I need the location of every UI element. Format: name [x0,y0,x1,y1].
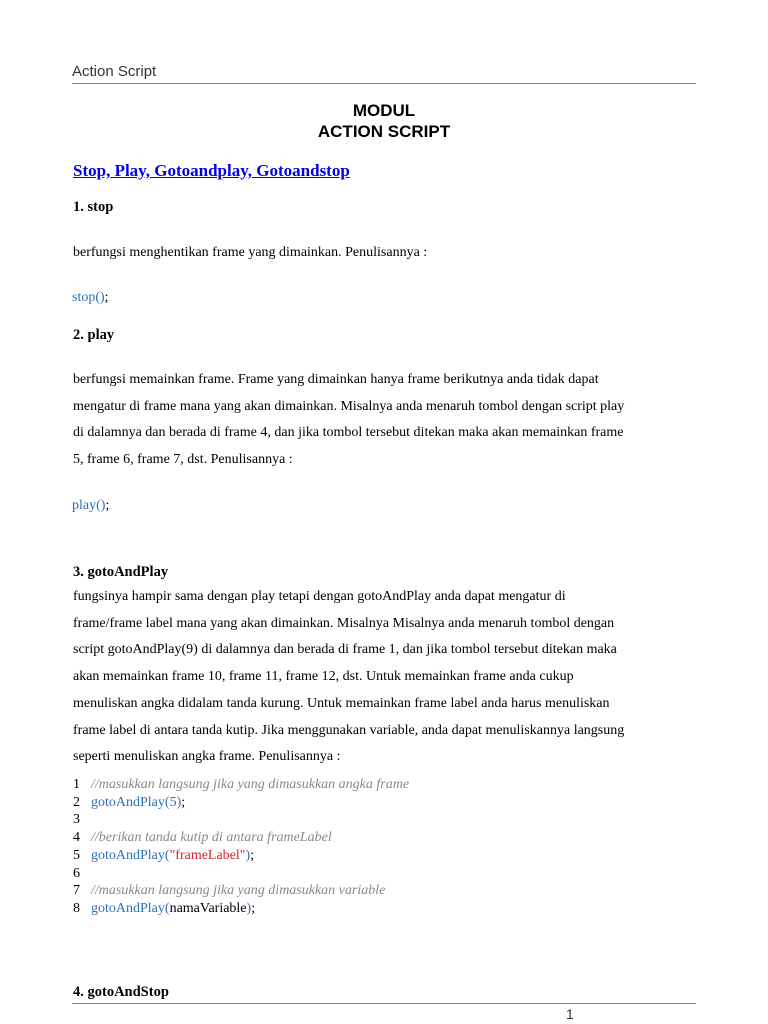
line-number: 8 [73,900,80,916]
code-paren: ) [246,900,252,916]
paragraph-line: akan memainkan frame 10, frame 11, frame 12, dst. Untuk memainkan frame anda cukup [73,669,574,685]
code-function: gotoAndPlay [91,900,165,916]
code-paren: ) [176,794,182,810]
heading-stop: 1. stop [73,199,114,215]
line-number: 5 [73,847,80,863]
code-semicolon: ; [104,290,109,305]
code-line [73,866,473,884]
code-line [73,901,473,919]
code-function: gotoAndPlay [91,847,165,863]
code-semicolon: ; [105,498,110,513]
section-title-link[interactable]: Stop, Play, Gotoandplay, Gotoandstop [73,161,350,180]
line-number: 7 [73,883,80,899]
code-line [73,777,473,795]
document-title-line2: ACTION SCRIPT [317,122,451,141]
running-header: Action Script [72,63,157,80]
code-argument: namaVariable [169,900,247,916]
stop-code [72,290,109,306]
line-number: 4 [73,830,80,846]
code-paren: ) [245,847,251,863]
code-comment: //masukkan langsung jika yang dimasukkan angka frame [91,777,410,792]
code-argument: "frameLabel" [169,847,246,863]
code-line [73,848,473,866]
heading-gotoandstop: 4. gotoAndStop [73,984,169,1000]
paragraph-line: seperti menuliskan angka frame. Penulisannya : [73,749,341,765]
paragraph-line: menuliskan angka didalam tanda kurung. Untuk memainkan frame label anda harus menuliskan [73,695,610,711]
line-content [91,830,332,846]
header-rule [72,83,696,84]
paragraph-line: script gotoAndPlay(9) di dalamnya dan berada di frame 1, dan jika tombol tersebut ditekan maka [73,642,617,658]
line-number: 1 [73,777,80,792]
heading-gotoandplay: 3. gotoAndPlay [73,564,169,580]
code-comment: //masukkan langsung jika yang dimasukkan variable [91,883,386,899]
code-comment: //berikan tanda kutip di antara frameLabel [91,830,332,846]
code-function: stop [72,290,96,305]
code-line [73,795,473,813]
code-semicolon: ; [181,794,186,810]
line-number: 2 [73,794,80,810]
code-line [73,812,473,830]
code-paren: ( [164,900,170,916]
paragraph-line: frame/frame label mana yang akan dimainkan. Misalnya Misalnya anda menaruh tombol dengan [73,615,615,631]
code-semicolon: ; [251,900,256,916]
code-semicolon: ; [250,847,255,863]
code-paren: ( [164,794,170,810]
document-title-line1: MODUL [352,101,416,120]
line-number: 3 [73,812,80,828]
code-parens: () [95,290,105,305]
footer-rule [72,1003,696,1004]
line-number: 6 [73,865,80,881]
code-paren: ( [164,847,170,863]
stop-description: berfungsi menghentikan frame yang dimainkan. Penulisannya : [73,245,428,260]
play-code [72,498,109,514]
paragraph-line: di dalamnya dan berada di frame 4, dan jika tombol tersebut ditekan maka akan memainkan frame [73,425,624,441]
code-parens: () [96,498,106,513]
code-argument: 5 [169,794,177,810]
play-description [73,367,693,474]
code-function: play [72,498,97,513]
page-number: 1 [566,1006,574,1022]
line-content [91,777,409,793]
paragraph-line: 5, frame 6, frame 7, dst. Penulisannya : [73,452,293,468]
line-content [91,795,185,811]
code-line [73,830,473,848]
code-line [73,883,473,901]
heading-play: 2. play [73,327,115,343]
paragraph-line: fungsinya hampir sama dengan play tetapi dengan gotoAndPlay anda dapat mengatur di [73,589,566,604]
code-function: gotoAndPlay [91,794,165,810]
gotoandplay-description [73,584,693,771]
line-content [91,883,385,899]
paragraph-line: frame label di antara tanda kutip. Jika menggunakan variable, anda dapat menuliskannya langsung [73,722,625,738]
line-content [91,901,255,917]
paragraph-line: mengatur di frame mana yang akan dimainkan. Misalnya anda menaruh tombol dengan script play [73,398,625,414]
paragraph-line: berfungsi memainkan frame. Frame yang dimainkan hanya frame berikutnya anda tidak dapat [73,372,599,387]
line-content [91,848,254,864]
